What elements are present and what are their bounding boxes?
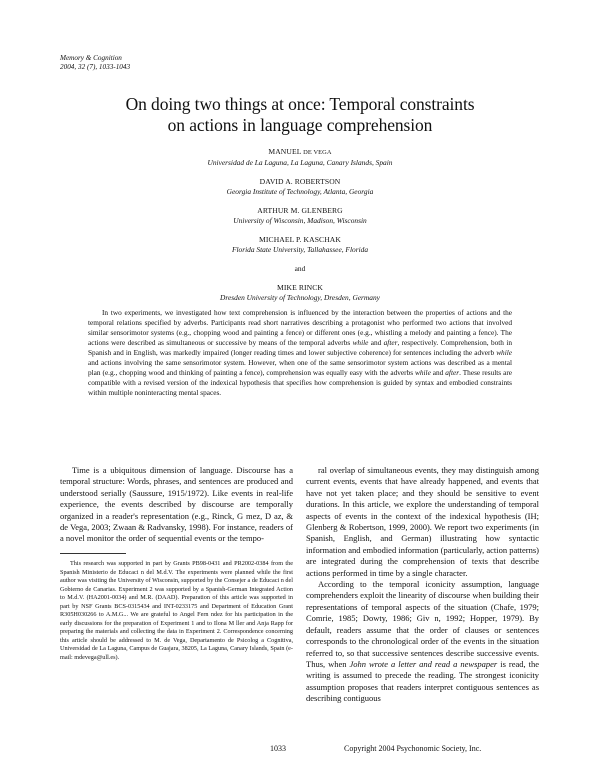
body-paragraph: According to the temporal iconicity assumption, language comprehenders exploit the linearity of discourse when building their representations of temporal aspects of the situation (Chafe, 1979; Comrie, 1985; Dowty, 1986; Giv n, 1992; Hopper, 1979). By default, readers assume that the order of clauses or sentences corresponds to the chronological order of the events in the situation referred to, so that successive sentences describe successive events. Thus, when John wrote a letter and read a newspaper is read, the writing is assumed to precede the reading. The strongest iconicity assumption proposes that readers interpret contiguous sentences as describing contiguous: [306, 579, 539, 704]
abstract: In two experiments, we investigated how text comprehension is influenced by the interaction between the properties of actions and the temporal relations specified by adverbs. Participants read short narratives describing a protagonist who performed two actions that involved similar sensorimotor systems (e.g., chopping wood and painting a fence) or different ones (e.g., whistling a melody and painting a fence). The actions were described as simultaneous or successive by means of the temporal adverbs while and after, respectively. Comprehension, both in Spanish and in English, was markedly impaired (longer reading times and lower subjective coherence) for sentences including the adverb while and actions involving the same sensorimotor system. However, when one of the same sensorimotor system actions was described as a mental plan (e.g., chopping wood and thinking of painting a fence), comprehension was equally easy with the adverbs while and after. These results are compatible with a revised version of the indexical hypothesis that specifies how comprehension is guided by syntax and embodied constraints within multiple noninteracting mental spaces.: [88, 308, 513, 398]
author-affiliation: Universidad de La Laguna, La Laguna, Canary Islands, Spain: [207, 158, 393, 167]
author-name: MICHAEL P. KASCHAK: [259, 235, 341, 244]
author-name: MANUEL DE VEGA: [268, 147, 332, 156]
body-column-left: [60, 465, 293, 545]
author-affiliation: Dresden University of Technology, Dresden, Germany: [220, 293, 380, 302]
author-name: MIKE RINCK: [277, 283, 323, 292]
author-block: [60, 147, 540, 312]
body-paragraph: ral overlap of simultaneous events, they may distinguish among current events, events that have already happened, and events that have not yet taken place; and they should be sensitive to event durations. In this article, we explore the understanding of temporal aspects of events in the context of the indexical hypothesis (IH; Glenberg & Robertson, 1999, 2000). We report two experiments (in Spanish, English, and German) illustrating how syntactic information and embodied information (particularly, action patterns) are integrated during the comprehension of texts that describe actions performed in time by a single character.: [306, 465, 539, 578]
author-entry: [60, 235, 540, 255]
author-entry: [60, 147, 540, 168]
title-line-1: On doing two things at once: Temporal constraints: [125, 94, 475, 114]
author-name: DAVID A. ROBERTSON: [259, 177, 341, 186]
journal-volume: 2004, 32 (7), 1033-1043: [60, 63, 131, 71]
author-affiliation: Florida State University, Tallahassee, Florida: [231, 245, 369, 254]
body-column-right: [306, 465, 539, 705]
paper-title: [60, 94, 540, 136]
journal-name: Memory & Cognition: [60, 54, 122, 62]
author-name: ARTHUR M. GLENBERG: [257, 206, 343, 215]
journal-header: [60, 54, 130, 72]
copyright-notice: Copyright 2004 Psychonomic Society, Inc.: [344, 744, 482, 753]
author-entry: [60, 206, 540, 226]
author-affiliation: Georgia Institute of Technology, Atlanta, Georgia: [226, 187, 374, 196]
author-affiliation: University of Wisconsin, Madison, Wisconsin: [233, 216, 367, 225]
author-entry: [60, 283, 540, 303]
title-line-2: on actions in language comprehension: [167, 115, 433, 135]
body-paragraph: Time is a ubiquitous dimension of language. Discourse has a temporal structure: Words, phrases, and sentences are produced and understood serially (Saussure, 1915/1972). Like events in real-life experience, the events described by discourse are temporally organized in a reader's representation (e.g., Rinck, G mez, D az, & de Vega, 2003; Zwaan & Radvansky, 1998). For instance, readers of a novel monitor the order of sequential events or the tempo-: [60, 465, 293, 544]
author-entry: [60, 177, 540, 197]
page-number: 1033: [270, 744, 286, 753]
author-conjunction: and: [294, 264, 306, 273]
footnote-divider: [60, 553, 126, 554]
footnote: This research was supported in part by Grants PB98-0431 and PR2002-0384 from the Spanish Ministerio de Educaci n del M.d.V. The experiments were planned while the first author was visiting the University of Wisconsin, supported by the Consejer a de Educaci n del Gobierno de Canarias. Experiment 2 was supported by a Spanish-German Integrated Action to M.d.V. (HA2001-0034) and M.R. (DAAD). Preparation of this article was supported in part by NSF Grants BCS-0315434 and INT-0233175 and Department of Education Grant R305H030266 to A.M.G... We are grateful to Angel Fern ndez for his participation in the early discussions for the preparation of Experiment 1 and to Ilona M ller and Anja Rapp for preparing the materials and collecting the data in Experiment 2. Correspondence concerning this article should be addressed to M. de Vega, Departamento de Psicolog a Cognitiva, Universidad de La Laguna, Campus de Guajara, 38205, La Laguna, Canary Islands, Spain (e-mail: mdevega@ull.es).: [60, 560, 293, 662]
